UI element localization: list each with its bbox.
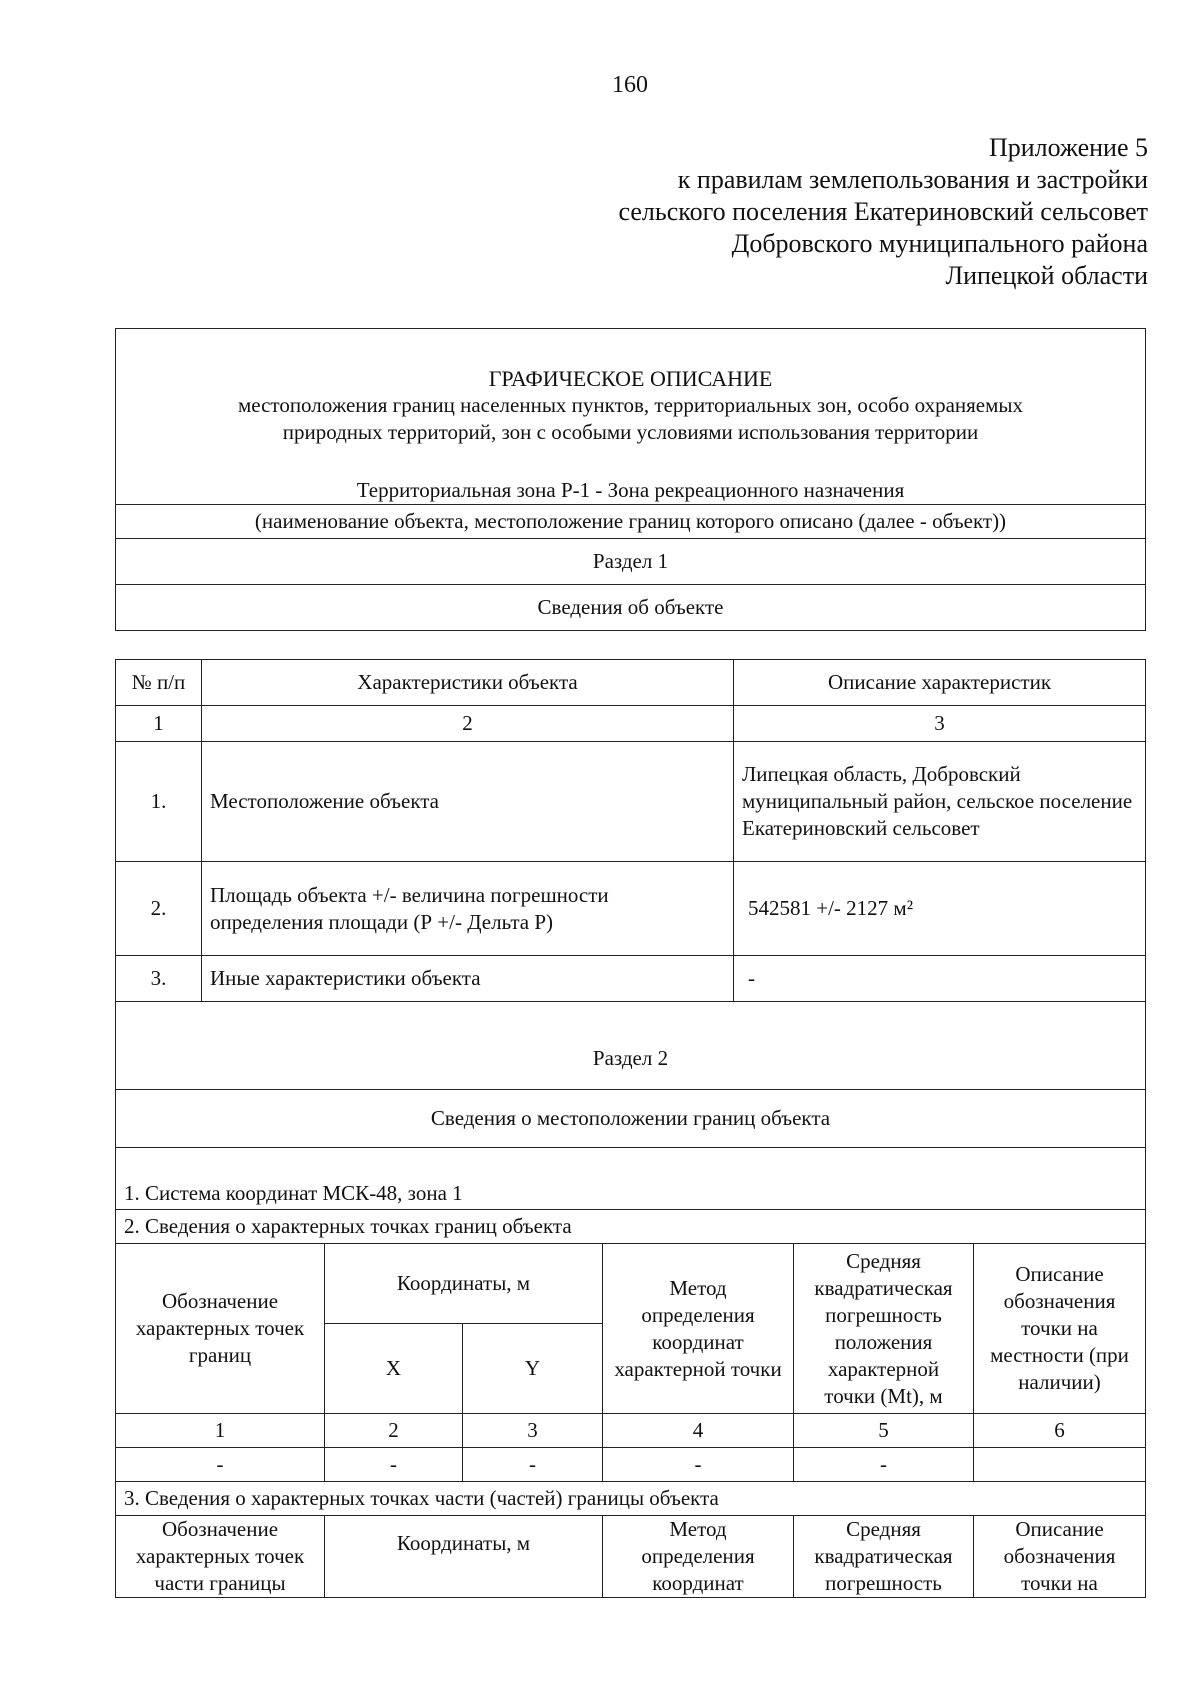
page-number: 160: [612, 72, 648, 98]
appendix-line: Добровского муниципального района: [731, 229, 1148, 258]
parts-header-coordinates: Координаты, м: [325, 1516, 603, 1598]
document-title: ГРАФИЧЕСКОЕ ОПИСАНИЕ: [488, 366, 773, 391]
table-row: [116, 956, 1146, 1002]
table-row: [116, 742, 1146, 862]
s1-header-characteristics: Характеристики объекта: [202, 660, 734, 706]
s1-header-number: № п/п: [116, 660, 202, 706]
appendix-header: [619, 132, 1149, 292]
cell: -: [603, 1448, 794, 1482]
parts-header-description: Описание обозначения точки на: [974, 1516, 1146, 1598]
row-number: 3.: [116, 956, 202, 1002]
appendix-line: к правилам землепользования и застройки: [677, 165, 1148, 194]
row-characteristic: Местоположение объекта: [202, 742, 734, 862]
row-description: Липецкая область, Добровский муниципальный район, сельское поселение Екатериновский сельсовет: [734, 742, 1146, 862]
header-y: Y: [463, 1324, 603, 1414]
header-x: X: [325, 1324, 463, 1414]
row-description: -: [734, 956, 1146, 1002]
header-method: Метод определения координат характерной точки: [603, 1244, 794, 1414]
appendix-line: Липецкой области: [945, 261, 1148, 290]
table-row: [116, 1448, 1146, 1482]
row-number: 2.: [116, 862, 202, 956]
section-2-subtitle: Сведения о местоположении границ объекта: [116, 1090, 1146, 1148]
header-coordinates: Координаты, м: [325, 1244, 603, 1324]
header-error: Средняя квадратическая погрешность положения характерной точки (Mt), м: [794, 1244, 974, 1414]
col-number: 4: [603, 1414, 794, 1448]
col-number: 6: [974, 1414, 1146, 1448]
cell: -: [794, 1448, 974, 1482]
parts-title: 3. Сведения о характерных точках части (частей) границы объекта: [116, 1482, 1146, 1516]
cell: [974, 1448, 1146, 1482]
row-description: 542581 +/- 2127 м²: [734, 862, 1146, 956]
col-number: 2: [325, 1414, 463, 1448]
parts-header-method: Метод определения координат: [603, 1516, 794, 1598]
appendix-line: Приложение 5: [988, 133, 1148, 162]
col-number: 3: [463, 1414, 603, 1448]
graphic-description-table: [115, 328, 1146, 631]
section-1-subtitle: Сведения об объекте: [116, 585, 1146, 631]
section-1-table: [115, 659, 1146, 1002]
coordinate-system: 1. Система координат МСК-48, зона 1: [116, 1148, 1146, 1210]
parts-header-error: Средняя квадратическая погрешность: [794, 1516, 974, 1598]
s1-header-description: Описание характеристик: [734, 660, 1146, 706]
document-title-block: [116, 329, 1146, 451]
cell: -: [116, 1448, 325, 1482]
points-title: 2. Сведения о характерных точках границ объекта: [116, 1210, 1146, 1244]
section-2-table: [115, 1001, 1146, 1598]
col-number: 5: [794, 1414, 974, 1448]
row-characteristic: Площадь объекта +/- величина погрешности определения площади (Р +/- Дельта Р): [202, 862, 734, 956]
appendix-line: сельского поселения Екатериновский сельсовет: [618, 197, 1148, 226]
s1-col-number: 3: [734, 706, 1146, 742]
s1-col-number: 2: [202, 706, 734, 742]
zone-name: Территориальная зона Р-1 - Зона рекреационного назначения: [116, 450, 1146, 505]
parts-header-designation: Обозначение характерных точек части границы: [116, 1516, 325, 1598]
table-row: [116, 862, 1146, 956]
row-number: 1.: [116, 742, 202, 862]
section-1-title: Раздел 1: [116, 539, 1146, 585]
cell: -: [463, 1448, 603, 1482]
cell: -: [325, 1448, 463, 1482]
zone-caption: (наименование объекта, местоположение границ которого описано (далее - объект)): [116, 505, 1146, 539]
header-designation: Обозначение характерных точек границ: [116, 1244, 325, 1414]
header-description: Описание обозначения точки на местности (при наличии): [974, 1244, 1146, 1414]
col-number: 1: [116, 1414, 325, 1448]
s1-col-number: 1: [116, 706, 202, 742]
document-subtitle-line: природных территорий, зон с особыми условиями использования территории: [282, 420, 979, 444]
section-2-title: Раздел 2: [116, 1002, 1146, 1090]
row-characteristic: Иные характеристики объекта: [202, 956, 734, 1002]
document-subtitle-line: местоположения границ населенных пунктов, территориальных зон, особо охраняемых: [237, 393, 1024, 417]
